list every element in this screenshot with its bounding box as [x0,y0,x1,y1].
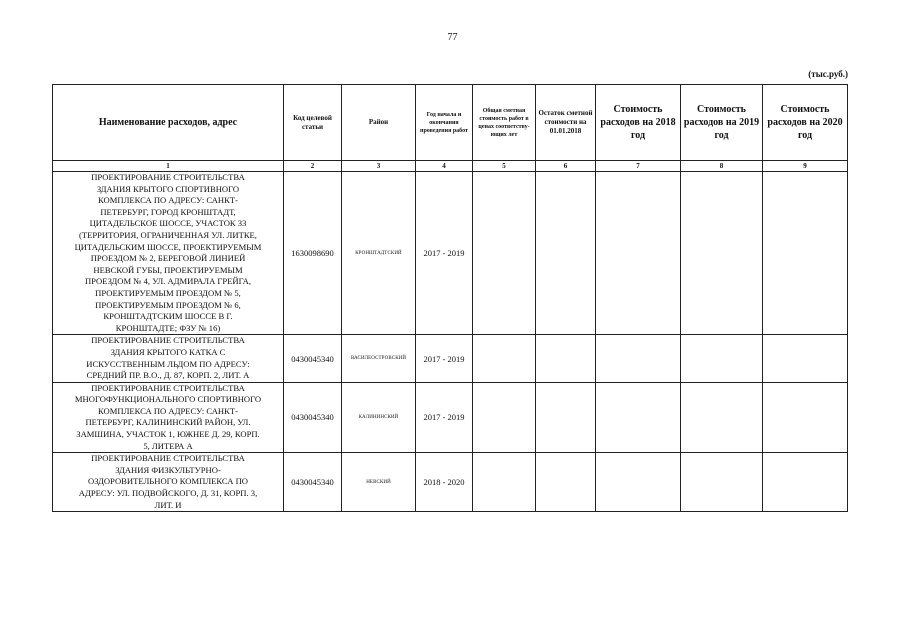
expense-name: ПРОЕКТИРОВАНИЕ СТРОИТЕЛЬСТВА МНОГОФУНКЦИОНАЛЬНОГО СПОРТИВНОГО КОМПЛЕКСА ПО АДРЕСУ: САНКТ- ПЕТЕРБУРГ, КАЛИНИНСКИЙ РАЙОН, УЛ. ЗАМШИНА, УЧАСТОК 1, ЮЖНЕЕ Д. 29, КОРП. 5, ЛИТЕРА А [53,382,284,453]
header-code: Код целевой статьи [284,85,342,161]
header-cost-2019: Стоимость расходов на 2019 год [681,85,763,161]
header-remainder: Остаток сметной стоимости на 01.01.2018 [536,85,596,161]
district: НЕВСКИЙ [342,453,416,512]
target-code: 1630098690 [284,172,342,335]
cost-2018 [596,335,681,382]
column-number: 2 [284,161,342,172]
work-period: 2017 - 2019 [416,335,473,382]
header-row [53,85,848,161]
column-number: 3 [342,161,416,172]
table-row [53,172,848,335]
column-number: 5 [473,161,536,172]
units-label: (тыс.руб.) [808,69,848,79]
header-cost-2018: Стоимость расходов на 2018 год [596,85,681,161]
page-number: 77 [447,32,458,43]
total-cost [473,335,536,382]
cost-2020 [763,172,848,335]
work-period: 2017 - 2019 [416,172,473,335]
column-number: 9 [763,161,848,172]
expense-name: ПРОЕКТИРОВАНИЕ СТРОИТЕЛЬСТВА ЗДАНИЯ КРЫТОГО СПОРТИВНОГО КОМПЛЕКСА ПО АДРЕСУ: САНКТ- ПЕТЕРБУРГ, ГОРОД КРОНШТАДТ, ЦИТАДЕЛЬСКОЕ ШОССЕ, УЧАСТОК 33 (ТЕРРИТОРИЯ, ОГРАНИЧЕННАЯ УЛ. ЛИТКЕ, ЦИТАДЕЛЬСКИМ ШОССЕ, ПРОЕКТИРУЕМЫМ ПРОЕЗДОМ № 2, БЕРЕГОВОЙ ЛИНИЕЙ НЕВСКОЙ ГУБЫ, ПРОЕКТИРУЕМЫМ ПРОЕЗДОМ № 4, УЛ. АДМИРАЛА ГРЕЙГА, ПРОЕКТИРУЕМЫМ ПРОЕЗДОМ № 5, ПРОЕКТИРУЕМЫМ ПРОЕЗДОМ № 6, КРОНШТАДТСКИМ ШОССЕ В Г. КРОНШТАДТЕ; ФЗУ № 16) [53,172,284,335]
cost-2018 [596,382,681,453]
column-number: 8 [681,161,763,172]
cost-2020 [763,382,848,453]
cost-2020 [763,335,848,382]
work-period: 2017 - 2019 [416,382,473,453]
expense-name: ПРОЕКТИРОВАНИЕ СТРОИТЕЛЬСТВА ЗДАНИЯ КРЫТОГО КАТКА С ИСКУССТВЕННЫМ ЛЬДОМ ПО АДРЕСУ: СРЕДНИЙ ПР. В.О., Д. 87, КОРП. 2, ЛИТ. А [53,335,284,382]
expenses-table [52,84,848,512]
cost-2019 [681,382,763,453]
column-number-row [53,161,848,172]
header-period: Год начала и окончания проведения работ [416,85,473,161]
target-code: 0430045340 [284,335,342,382]
total-cost [473,453,536,512]
cost-2018 [596,172,681,335]
column-number: 4 [416,161,473,172]
header-name: Наименование расходов, адрес [53,85,284,161]
total-cost [473,382,536,453]
header-total-cost: Общая сметная стоимость работ в ценах соответству-ющих лет [473,85,536,161]
table-row [53,453,848,512]
remainder [536,382,596,453]
expense-name: ПРОЕКТИРОВАНИЕ СТРОИТЕЛЬСТВА ЗДАНИЯ ФИЗКУЛЬТУРНО- ОЗДОРОВИТЕЛЬНОГО КОМПЛЕКСА ПО АДРЕСУ: УЛ. ПОДВОЙСКОГО, Д. 31, КОРП. 3, ЛИТ. И [53,453,284,512]
remainder [536,453,596,512]
remainder [536,335,596,382]
cost-2019 [681,453,763,512]
table-row [53,382,848,453]
district: КАЛИНИНСКИЙ [342,382,416,453]
work-period: 2018 - 2020 [416,453,473,512]
district: КРОНШТАДТСКИЙ [342,172,416,335]
column-number: 6 [536,161,596,172]
cost-2019 [681,172,763,335]
header-district: Район [342,85,416,161]
district: ВАСИЛЕОСТРОВСКИЙ [342,335,416,382]
remainder [536,172,596,335]
table-row [53,335,848,382]
column-number: 1 [53,161,284,172]
target-code: 0430045340 [284,382,342,453]
cost-2020 [763,453,848,512]
cost-2018 [596,453,681,512]
total-cost [473,172,536,335]
header-cost-2020: Стоимость расходов на 2020 год [763,85,848,161]
target-code: 0430045340 [284,453,342,512]
column-number: 7 [596,161,681,172]
cost-2019 [681,335,763,382]
